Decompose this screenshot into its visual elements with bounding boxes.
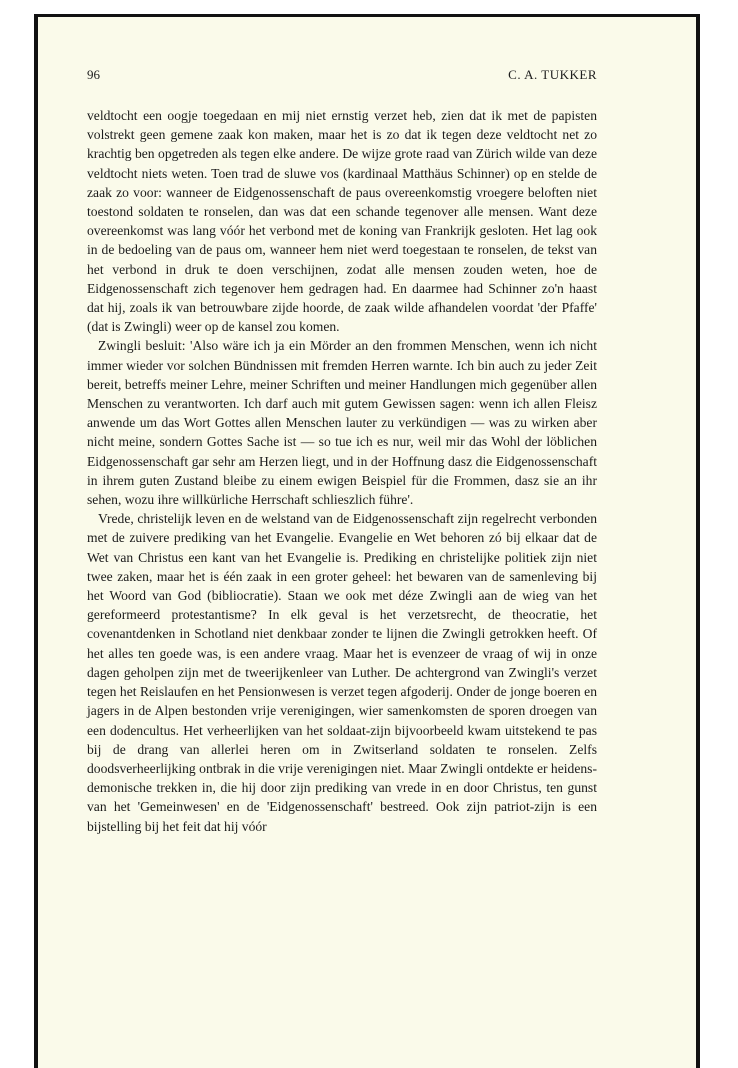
page-header bbox=[87, 67, 597, 83]
running-head: C. A. TUKKER bbox=[508, 67, 597, 82]
paragraph-3: Vrede, christelijk leven en de welstand van de Eidgenossenschaft zijn regelrecht verbonden met de zuivere prediking van het Evangelie. Evangelie en Wet behoren zó bij elkaar dat de Wet van Christus een kant van het Evangelie is. Prediking en christelijke politiek zijn niet twee zaken, maar het is één zaak in een groter geheel: het bewaren van de samenleving bij het Woord van God (bibliocratie). Staan we ook met déze Zwingli aan de wieg van het gereformeerd protestantisme? In elk geval is het verzetsrecht, de theocratie, het covenantdenken in Schotland niet denkbaar zonder te lijnen die Zwingli getrokken heeft. Of het alles ten goede was, is een andere vraag. Maar het is evenzeer de vraag of wij in onze dagen geholpen zijn met de tweerijkenleer van Luther. De achtergrond van Zwingli's verzet tegen het Reislaufen en het Pensionwesen is verzet tegen afgoderij. Onder de jonge boeren en jagers in de Alpen bestonden vrije verenigingen, wier samenkomsten de sporen droegen van een dodencultus. Het verheerlijken van het soldaat-zijn bijvoorbeeld kwam uitstekend te pas bij de drang van allerlei heren om in Zwitserland soldaten te ronselen. Zelfs doodsverheerlijking ontbrak in die vrije verenigingen niet. Maar Zwingli ontdekte er heidens-demonische trekken in, die hij door zijn prediking van vrede in en door Christus, ten gunst van het 'Gemeinwesen' en de 'Eidgenossenschaft' bestreed. Ook zijn patriot-zijn is een bijstelling bij het feit dat hij vóór bbox=[87, 511, 597, 834]
paragraph-1: veldtocht een oogje toegedaan en mij niet ernstig verzet heb, zien dat ik met de papisten volstrekt geen gemene zaak kon maken, maar het is zo dat ik tegen deze veldtocht net zo krachtig ben opgetreden als tegen elke andere. De wijze grote raad van Zürich wilde van deze veldtocht niets weten. Toen trad de sluwe vos (kardinaal Matthäus Schinner) op en stelde de zaak zo voor: wanneer de Eidgenossenschaft de paus overeenkomstig vroegere beloften niet toestond soldaten te ronselen, dan was dat een schande tegenover alle mensen. Want deze overeenkomst was lang vóór het verbond met de koning van Frankrijk gesloten. Het lag ook in de bedoeling van de paus om, wanneer hem niet werd toegestaan te ronselen, de tekst van het verbond in druk te doen verschijnen, zodat alle mensen zouden weten, hoe de Eidgenossenschaft zich tegenover hem gedragen had. En daarmee had Schinner zo'n haast dat hij, zoals ik van betrouwbare zijde hoorde, de zaak wilde afhandelen voordat 'der Pfaffe' (dat is Zwingli) weer op de kansel zou komen. bbox=[87, 108, 597, 335]
page-number: 96 bbox=[87, 67, 100, 82]
body-text bbox=[87, 106, 597, 836]
paragraph-2: Zwingli besluit: 'Also wäre ich ja ein Mörder an den frommen Menschen, wenn ich nicht immer wieder vor solchen Bündnissen mit fremden Herren warnte. Ich bin auch zu jeder Zeit bereit, betreffs meiner Lehre, meiner Schriften und meiner Handlungen mich gegenüber allen Menschen zu verantworten. Ich darf auch mit gutem Gewissen sagen: wenn ich allen Fleisz anwende um das Wort Gottes allen Menschen lauter zu verkündigen — was zu wirken aber nicht meine, sondern Gottes Sache ist — so tue ich es nur, weil mir das Wohl der löblichen Eidgenossenschaft gar sehr am Herzen liegt, und in der Hoffnung dasz die Eidgenossenschaft in ihrem guten Zustand bleibe zu einem ewigen Beispiel für die Frommen, dasz sie an ihr sehen, wozu ihre willkürliche Herrschaft schlieszlich führe'. bbox=[87, 338, 597, 508]
